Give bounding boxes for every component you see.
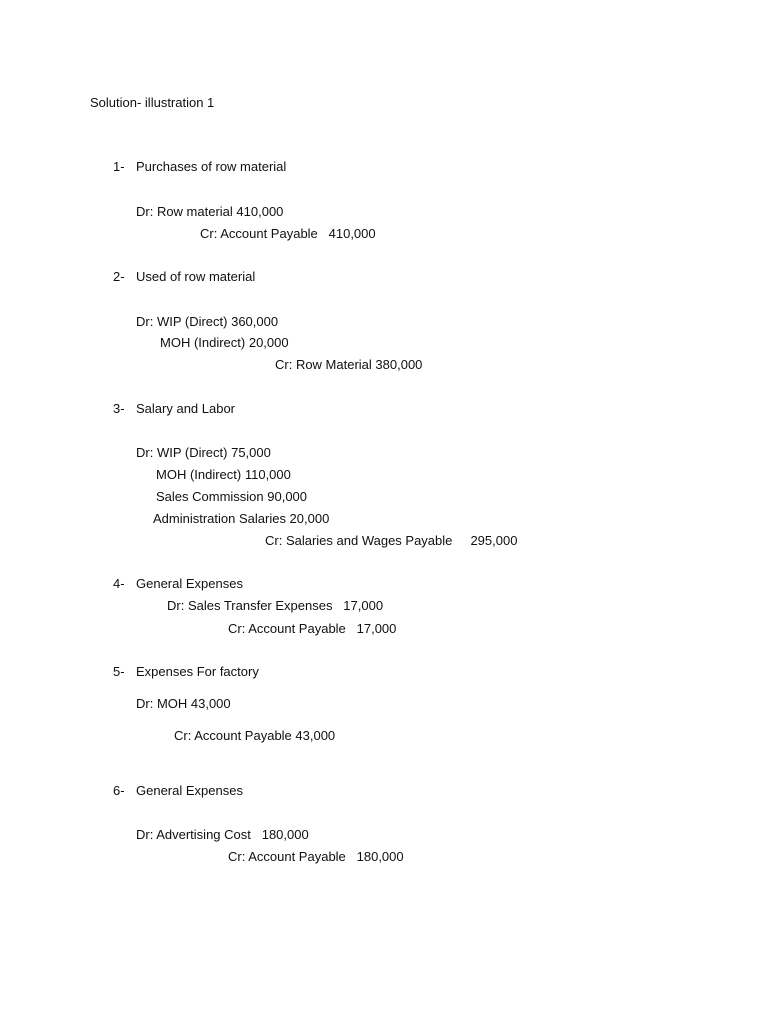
section-heading: Salary and Labor <box>136 401 236 416</box>
document-title: Solution- illustration 1 <box>90 95 215 110</box>
journal-credit-line: Cr: Account Payable 43,000 <box>174 728 336 743</box>
section-heading: Used of row material <box>136 269 256 284</box>
section-heading: Purchases of row material <box>136 159 287 174</box>
section-heading: General Expenses <box>136 576 243 591</box>
journal-debit-line: Dr: WIP (Direct) 360,000 <box>136 314 279 329</box>
journal-credit-line: Cr: Row Material 380,000 <box>275 357 423 372</box>
journal-debit-line: MOH (Indirect) 110,000 <box>156 467 291 482</box>
journal-debit-line: Dr: Advertising Cost 180,000 <box>136 827 309 842</box>
journal-debit-line: Dr: Row material 410,000 <box>136 204 284 219</box>
section-number: 1- <box>113 159 125 174</box>
journal-debit-line: MOH (Indirect) 20,000 <box>160 335 289 350</box>
section-number: 6- <box>113 783 125 798</box>
journal-debit-line: Dr: MOH 43,000 <box>136 696 231 711</box>
journal-credit-line: Cr: Account Payable 410,000 <box>200 226 376 241</box>
journal-credit-line: Cr: Account Payable 180,000 <box>228 849 404 864</box>
section-number: 5- <box>113 664 125 679</box>
section-heading: Expenses For factory <box>136 664 259 679</box>
journal-debit-line: Sales Commission 90,000 <box>156 489 308 504</box>
journal-debit-line: Dr: Sales Transfer Expenses 17,000 <box>167 598 384 613</box>
journal-credit-line: Cr: Salaries and Wages Payable 295,000 <box>265 533 518 548</box>
section-number: 4- <box>113 576 125 591</box>
section-heading: General Expenses <box>136 783 243 798</box>
journal-debit-line: Administration Salaries 20,000 <box>153 511 330 526</box>
journal-debit-line: Dr: WIP (Direct) 75,000 <box>136 445 271 460</box>
section-number: 2- <box>113 269 125 284</box>
section-number: 3- <box>113 401 125 416</box>
journal-credit-line: Cr: Account Payable 17,000 <box>228 621 397 636</box>
